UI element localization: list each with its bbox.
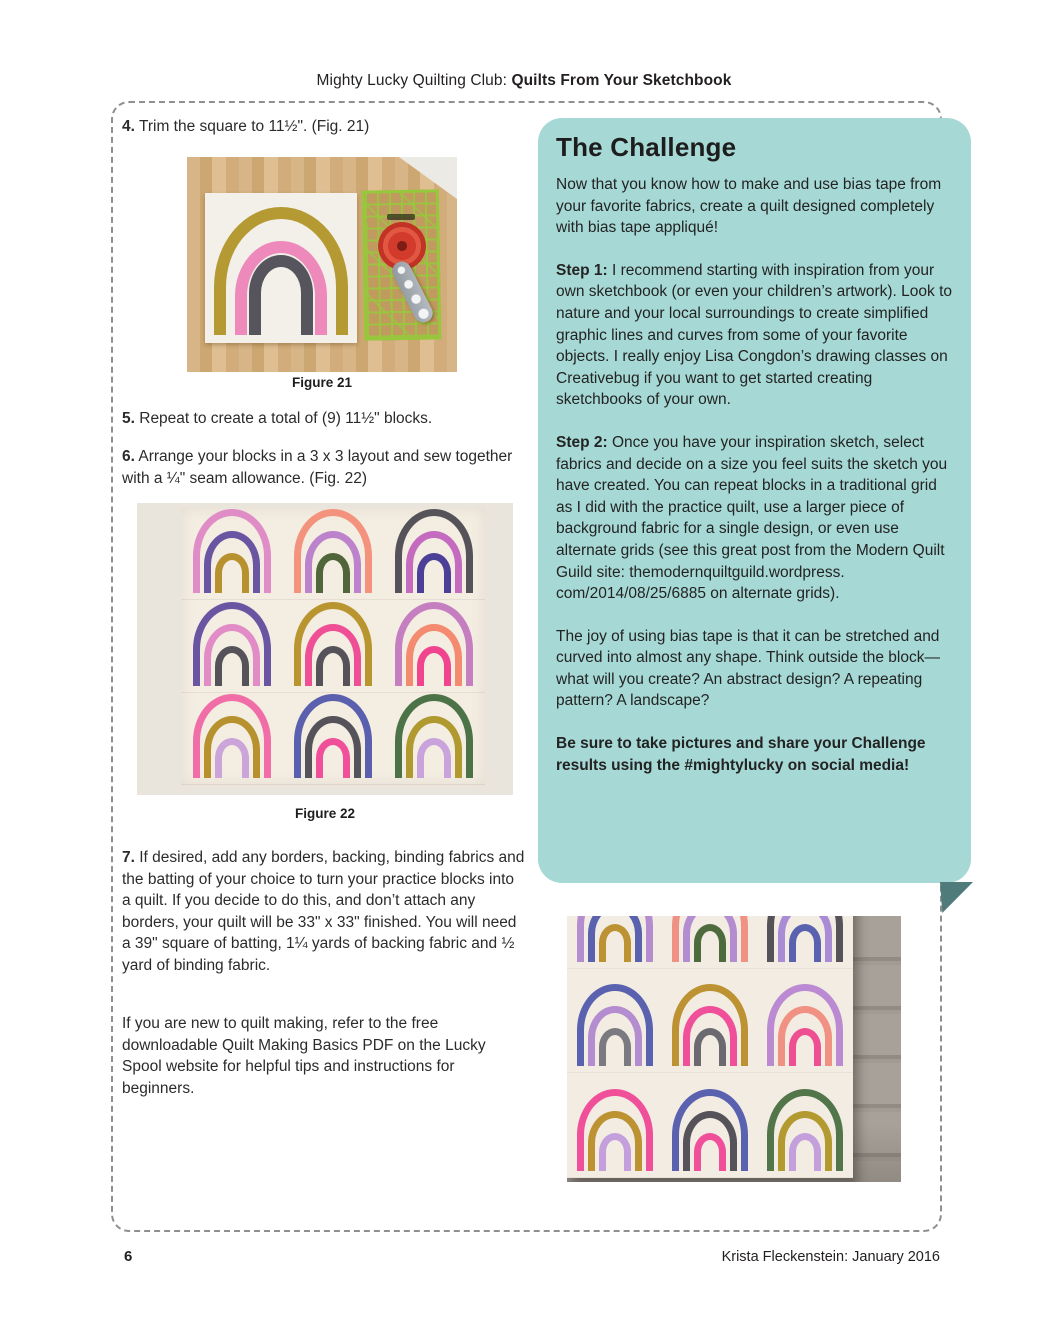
quilt-block (384, 600, 485, 692)
step-4 (122, 116, 526, 138)
rainbow-arch (417, 553, 451, 593)
quilt-block (282, 508, 383, 600)
closing-paragraph: If you are new to quilt making, refer to the free downloadable Quilt Making Basics PDF on the Lucky Spool website for helpful tips and instructions for beginners. (122, 1015, 486, 1097)
step-5-number: 5. (122, 410, 135, 427)
hanging-quilt (567, 916, 853, 1178)
figure22-grid (181, 508, 485, 785)
challenge-step-1 (556, 260, 953, 411)
rainbow-arch (417, 646, 451, 686)
challenge-step-1-label: Step 1: (556, 261, 608, 279)
challenge-step-2-text: Once you have your inspiration sketch, select fabrics and decide on a size you feel suits the sketch you have created. You can repeat blocks in a traditional grid as I did with the practice quilt, use a larger piece of background fabric for a single design, or even use alternate grids (see this great post from the Modern Quilt Guild site: themodernquiltguild.wordpress. com/2014/08/25/6885 on alternate grids). (556, 433, 948, 603)
quilt-block (384, 693, 485, 785)
page-header (104, 72, 944, 90)
rainbow-arch (215, 646, 249, 686)
step-7 (122, 847, 526, 977)
rainbow-arch (789, 1028, 821, 1066)
footer-credit: Krista Fleckenstein: January 2016 (721, 1249, 940, 1265)
finished-quilt-photo (567, 916, 901, 1182)
quilt-block (384, 508, 485, 600)
rainbow-arch (417, 738, 451, 778)
quilt-block (181, 693, 282, 785)
figure-22-photo (137, 503, 513, 795)
quilt-block (758, 916, 853, 969)
challenge-joy-paragraph: The joy of using bias tape is that it can be stretched and curved into almost any shape. Think outside the block— what will you create? An abstract design? A repeating pattern? A landscape? (556, 627, 940, 710)
rainbow-arch (694, 1028, 726, 1066)
quilt-block (662, 916, 757, 969)
quilt-block (758, 1073, 853, 1178)
quilt-block (181, 508, 282, 600)
ruler-brand-label (387, 214, 415, 220)
step-6-text: Arrange your blocks in a 3 x 3 layout and sew together with a ¼" seam allowance. (Fig. 22) (122, 448, 513, 487)
challenge-step-2 (556, 432, 953, 605)
figure-22-caption: Figure 22 (294, 806, 356, 821)
quilt-block (662, 969, 757, 1074)
step-4-text: Trim the square to 11½". (Fig. 21) (134, 118, 370, 135)
step-6-number: 6. (122, 448, 135, 465)
quilt-block (282, 693, 383, 785)
quilt-block (567, 969, 662, 1074)
step-5 (122, 408, 526, 430)
figure-21-photo (187, 157, 457, 372)
quilt-block (282, 600, 383, 692)
figure-21-caption: Figure 21 (291, 375, 353, 390)
quilt-photo-grid (567, 916, 853, 1178)
rainbow-arch (599, 924, 631, 962)
quilt-block (662, 1073, 757, 1178)
practice-quilt-top (181, 508, 485, 785)
quilt-block (567, 1073, 662, 1178)
rainbow-arch (316, 646, 350, 686)
rainbow-arch (599, 1028, 631, 1066)
challenge-callout (538, 118, 971, 883)
quilt-block (758, 969, 853, 1074)
page-number: 6 (124, 1248, 133, 1265)
figure21-arcs (205, 193, 357, 343)
header-issue-title: Quilts From Your Sketchbook (511, 72, 732, 89)
challenge-step-1-text: I recommend starting with inspiration from your own sketchbook (or even your children’s artwork). Look to nature and your local surroundings to create simplified graphic lines and curves from some of your favorite objects. I really enjoy Lisa Congdon’s drawing classes on Creativebug if you want to get started creating sketchbooks of your own. (556, 261, 953, 409)
rainbow-arch (249, 255, 313, 335)
rainbow-arch (789, 924, 821, 962)
quilt-block-square (205, 193, 357, 343)
quilt-block (567, 916, 662, 969)
rainbow-arch (215, 553, 249, 593)
speech-bubble-tail (940, 882, 973, 913)
step-4-number: 4. (122, 118, 135, 135)
step-5-text: Repeat to create a total of (9) 11½" blocks. (134, 410, 433, 427)
rainbow-arch (215, 738, 249, 778)
step-7-text: If desired, add any borders, backing, binding fabrics and the batting of your choice to turn your practice blocks into a quilt. If you decide to do this, and don’t attach any borders, your quilt will be 33" x 33" finished. You will need a 39" square of batting, 1¼ yards of backing fabric and ½ yard of binding fabric. (122, 849, 525, 974)
challenge-title: The Challenge (556, 132, 737, 162)
rainbow-arch (316, 738, 350, 778)
step-7-number: 7. (122, 849, 135, 866)
rainbow-arch (694, 1133, 726, 1171)
rainbow-arch (599, 1133, 631, 1171)
rainbow-arch (316, 553, 350, 593)
step-6 (122, 446, 526, 489)
quilt-block (181, 600, 282, 692)
rainbow-arch (789, 1133, 821, 1171)
challenge-intro: Now that you know how to make and use bias tape from your favorite fabrics, create a quilt designed completely with bias tape appliqué! (556, 176, 942, 237)
challenge-step-2-label: Step 2: (556, 433, 608, 451)
rainbow-arch (694, 924, 726, 962)
challenge-cta: Be sure to take pictures and share your Challenge results using the #mightylucky on social media! (556, 735, 926, 774)
header-series-title: Mighty Lucky Quilting Club: (316, 72, 512, 89)
